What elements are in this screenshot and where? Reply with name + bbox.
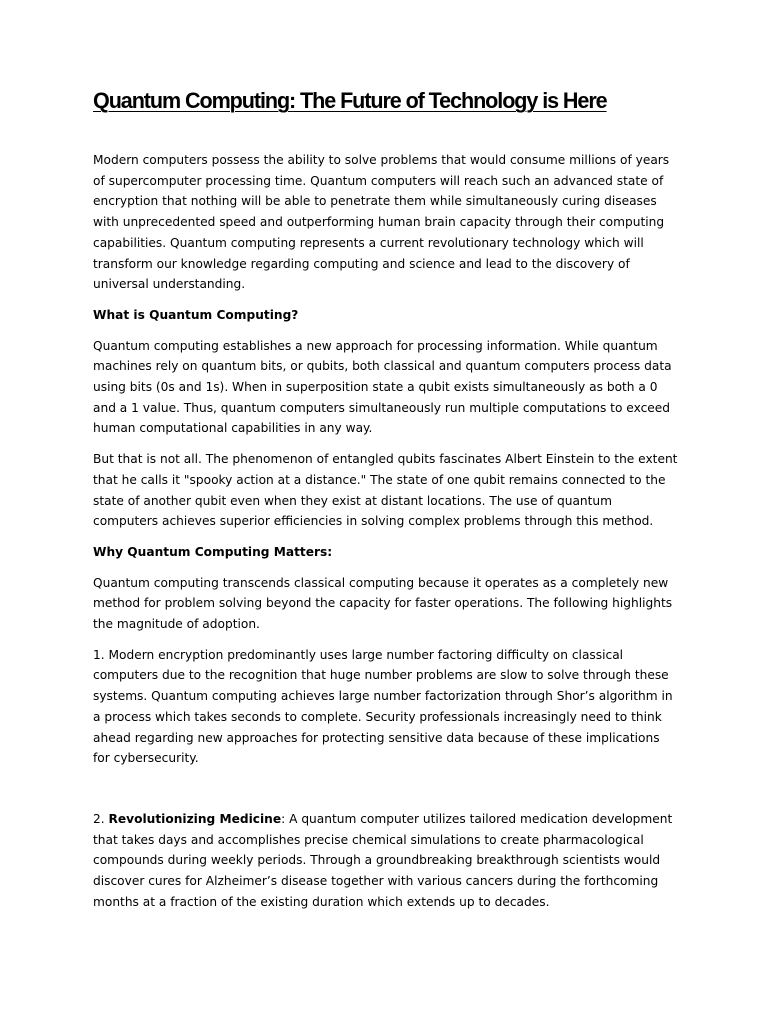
blank-space [93,779,679,809]
list-item-medicine [93,809,679,913]
list-item-encryption: 1. Modern encryption predominantly uses large number factoring difficulty on classical computers due to the recognition that huge number problems are slow to solve through these systems. Quantum computing achieves large number factorization through Shor’s algorithm in a process which takes seconds to complete. Security professionals increasingly need to think ahead regarding new approaches for protecting sensitive data because of these implications for cybersecurity. [93,647,673,766]
section-heading-what-is: What is Quantum Computing? [93,307,299,322]
paragraph-qubits: Quantum computing establishes a new approach for processing information. While quantum machines rely on quantum bits, or qubits, both classical and quantum computers process data using bits (0s and 1s). When in superposition state a qubit exists simultaneously as both a 0 and a 1 value. Thus, quantum computers simultaneously run multiple computations to exceed human computational capabilities in any way. [93,338,672,436]
document-title: Quantum Computing: The Future of Technology is Here [93,88,607,113]
section-heading-why-matters: Why Quantum Computing Matters: [93,544,333,559]
intro-paragraph: Modern computers possess the ability to solve problems that would consume millions of years of supercomputer processing time. Quantum computers will reach such an advanced state of encryption that nothing will be able to penetrate them while simultaneously curing diseases with unprecedented speed and outperforming human brain capacity through their computing capabilities. Quantum computing represents a current revolutionary technology which will transform our knowledge regarding computing and science and lead to the discovery of universal understanding. [93,153,670,292]
paragraph-adoption: Quantum computing transcends classical computing because it operates as a completely new method for problem solving beyond the capacity for faster operations. The following highlights the magnitude of adoption. [93,575,673,632]
list-item-text: : A quantum computer utilizes tailored medication development that takes days and accomplishes precise chemical simulations to create pharmacological compounds during weekly periods. Through a groundbreaking breakthrough scientists would discover cures for Alzheimer’s disease together with various cancers during the forthcoming months at a fraction of the existing duration which extends up to decades. [93,811,673,909]
list-item-label: Revolutionizing Medicine [108,811,282,826]
paragraph-entanglement: But that is not all. The phenomenon of entangled qubits fascinates Albert Einstein to the extent that he calls it "spooky action at a distance." The state of one qubit remains connected to the state of another qubit even when they exist at distant locations. The use of quantum computers achieves superior efficiencies in solving complex problems through this method. [93,452,678,529]
list-item-number: 2. [93,811,109,826]
document-body [93,150,679,923]
